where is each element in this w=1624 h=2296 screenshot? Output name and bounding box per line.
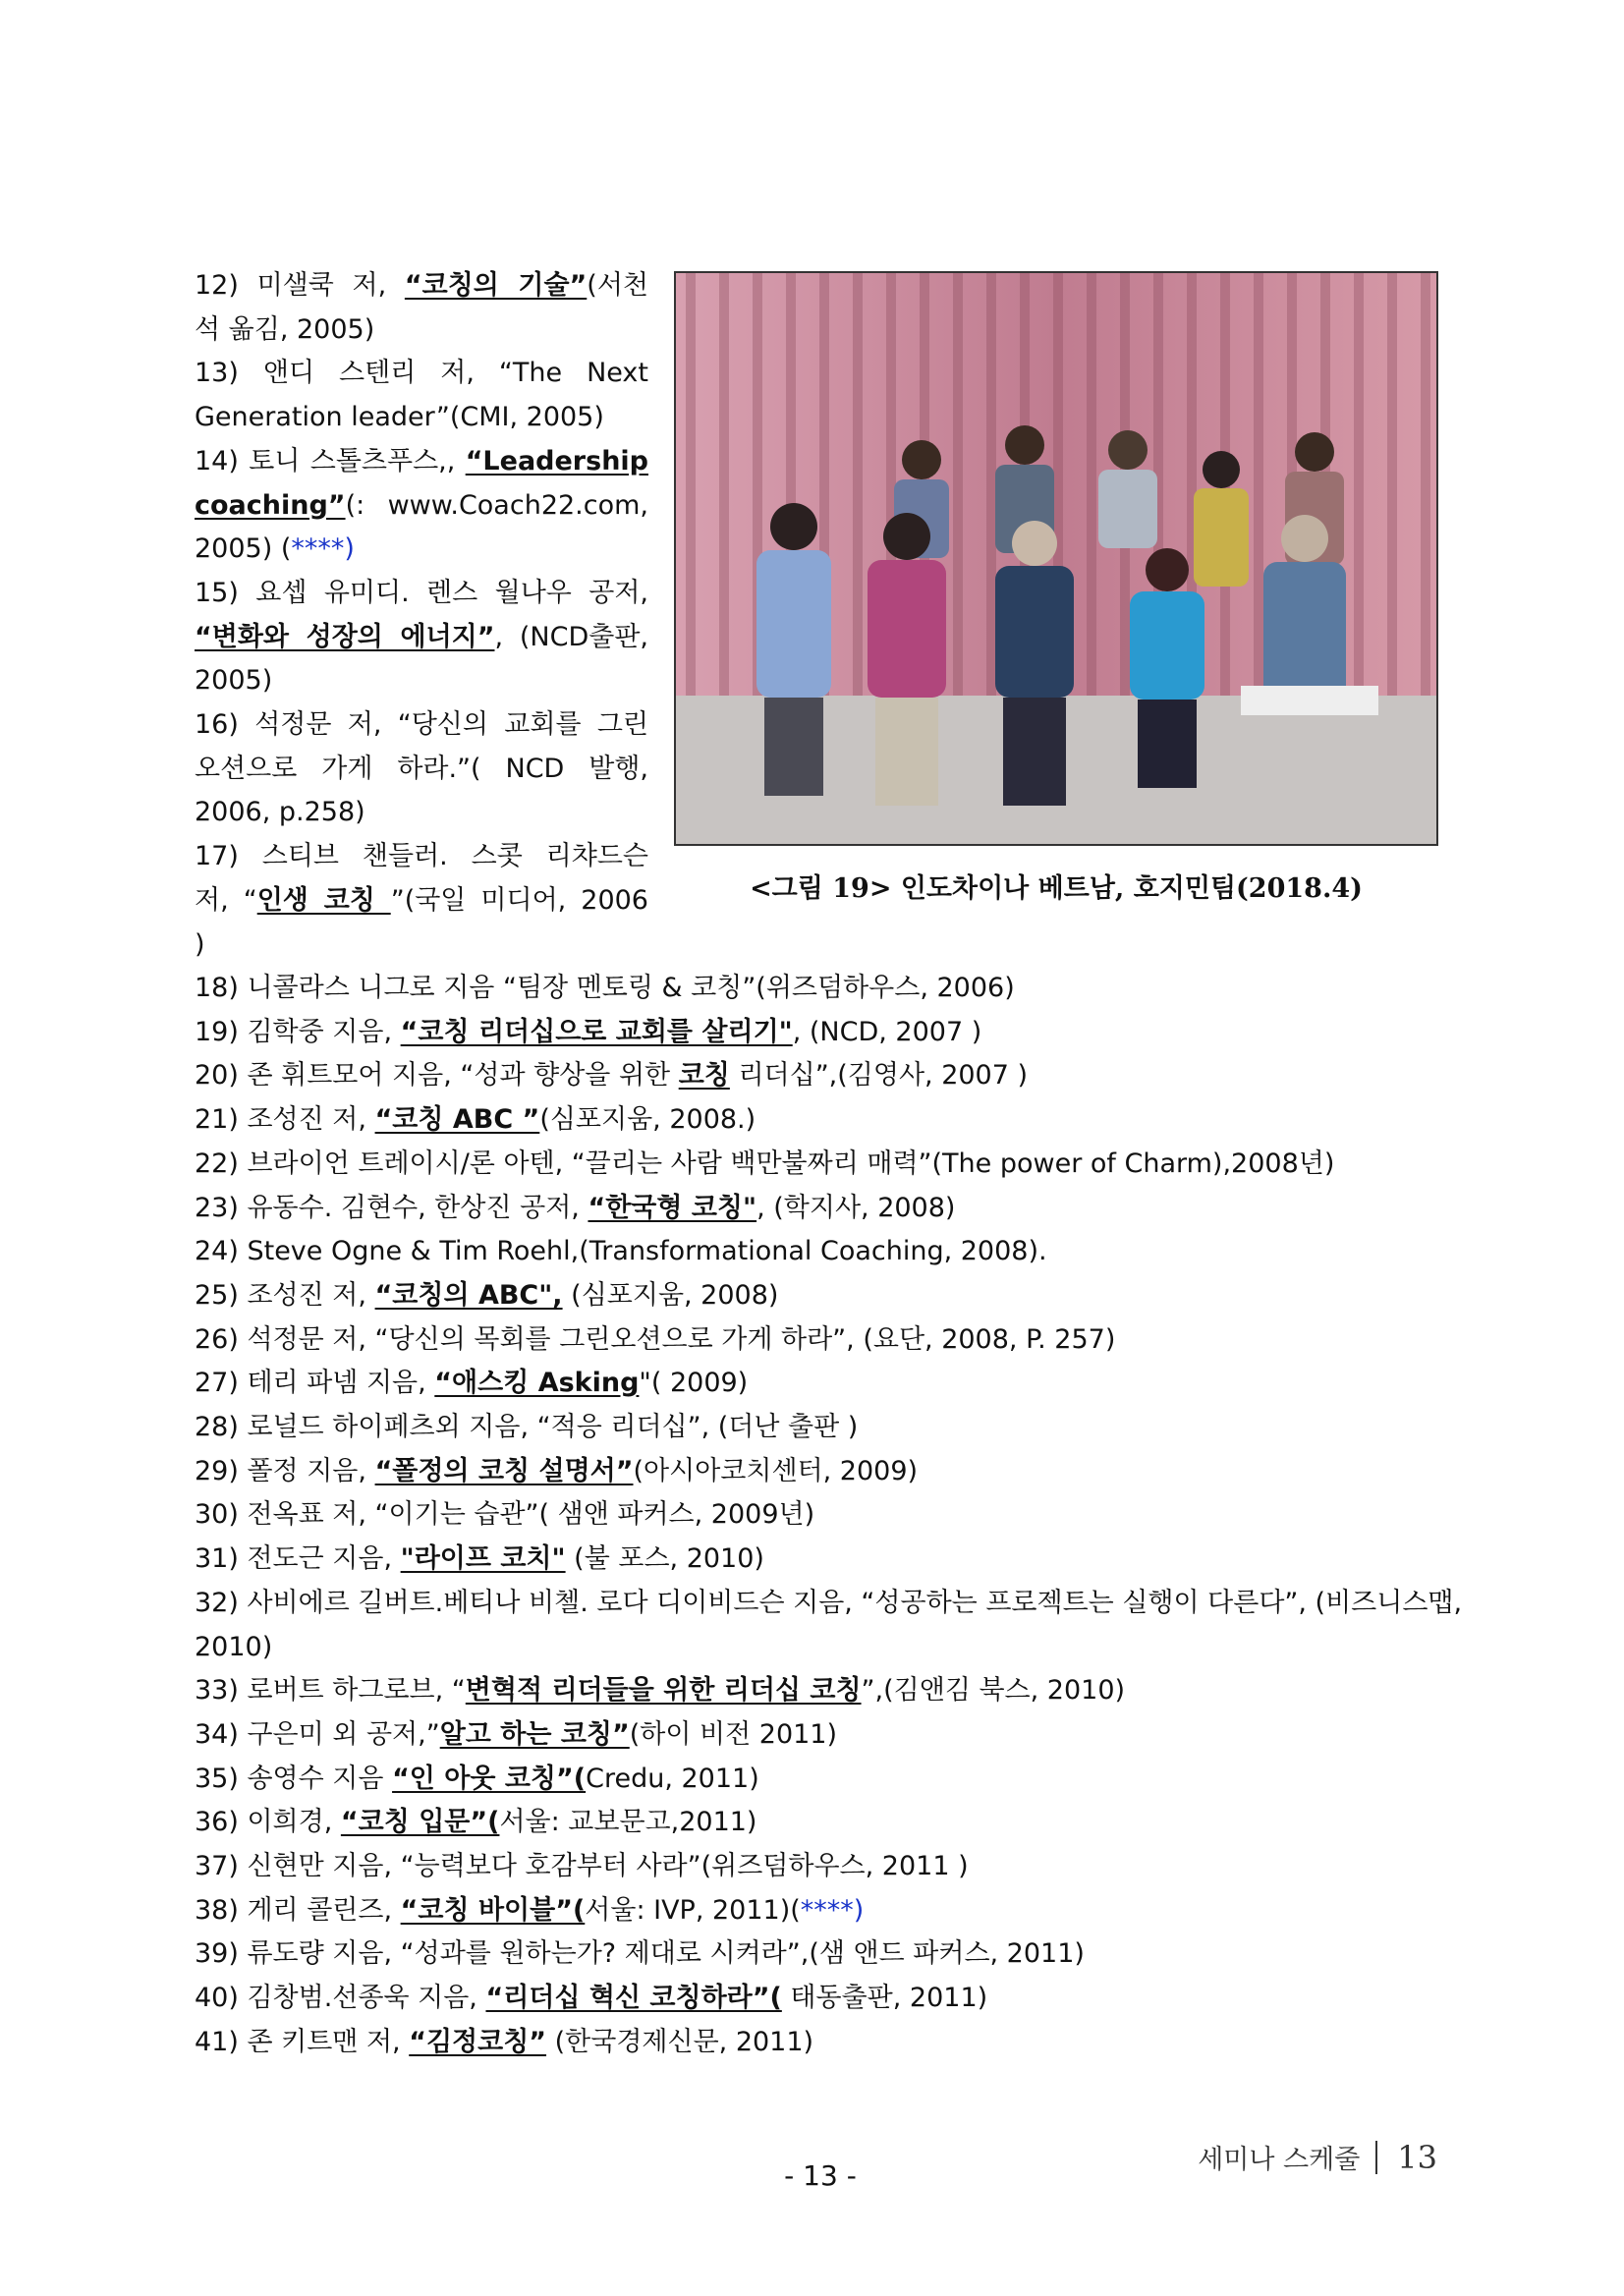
reference-text: 25) 조성진 저,	[195, 1279, 375, 1311]
reference-text: 2010)	[195, 1631, 273, 1662]
reference-text: , (NCD출판,	[494, 621, 648, 652]
reference-text: 32) 사비에르 길버트.베티나 비첼. 로다 디이비드슨 지음, “성공하는 프로젝트는 실행이 다른다”, (비즈니스맵,	[195, 1587, 1463, 1618]
reference-title: “김정코칭”	[409, 2026, 547, 2057]
reference-text: 15) 요셉 유미디. 렌스 월나우 공저,	[195, 577, 648, 608]
reference-line	[195, 842, 648, 871]
reference-text: 22) 브라이언 트레이시/론 아텐, “끌리는 사람 백만불짜리 매력”(The power of Charm),2008년)	[195, 1148, 1335, 1179]
reference-text: 27) 테리 파넴 지음,	[195, 1368, 435, 1399]
reference-text: 13) 앤디 스텐리 저, “The Next	[195, 358, 648, 389]
reference-line	[195, 579, 648, 608]
reference-line	[195, 1984, 1442, 2013]
reference-text: Generation leader”(CMI, 2005)	[195, 402, 604, 433]
reference-title: “인 아웃 코칭”(	[392, 1763, 587, 1794]
reference-title: “코칭 바이블”(	[400, 1894, 586, 1926]
curtain-fold	[853, 273, 863, 696]
reference-text: ”(국일 미디어, 2006	[390, 884, 648, 916]
reference-text: 서울: 교보문고,2011)	[499, 1807, 757, 1838]
reference-text: 리더십”,(김영사, 2007 )	[729, 1060, 1029, 1092]
reference-text: 2006, p.258)	[195, 797, 365, 828]
reference-text: (한국경제신문, 2011)	[546, 2026, 814, 2057]
reference-text: ”,(김앤김 북스, 2010)	[861, 1675, 1126, 1707]
reference-line	[195, 1939, 1442, 1969]
reference-text: (: www.Coach22.com,	[345, 489, 648, 521]
reference-text: 40) 김창범.선종욱 지음,	[195, 1983, 486, 2014]
reference-text: 12) 미샐쿡 저,	[195, 270, 405, 301]
reference-title: "라이프 코치"	[400, 1543, 566, 1575]
curtain-fold	[953, 273, 963, 696]
reference-line	[195, 1457, 1442, 1486]
reference-line	[195, 1105, 1442, 1135]
reference-text: 저, “	[195, 884, 257, 916]
reference-text: 2005) (	[195, 533, 292, 565]
reference-title: 코칭	[678, 1060, 730, 1092]
reference-line	[195, 1413, 1442, 1442]
reference-line	[195, 1720, 1442, 1750]
reference-title: “변화와 성장의 에너지”	[195, 621, 495, 652]
reference-text: 41) 존 키트맨 저,	[195, 2026, 410, 2057]
reference-line	[195, 1369, 1442, 1398]
reference-text: 석 옮김, 2005)	[195, 313, 375, 345]
reference-text: 14) 토니 스톨츠푸스,,	[195, 445, 466, 476]
reference-line	[195, 1237, 1442, 1266]
reference-text: 서울: IVP, 2011)(	[585, 1894, 801, 1926]
reference-text: , (학지사, 2008)	[756, 1192, 956, 1223]
reference-text: ****)	[291, 533, 355, 565]
reference-text: , (NCD, 2007 )	[792, 1016, 982, 1047]
reference-text: 37) 신현만 지음, “능력보다 호감부터 사라”(위즈덤하우스, 2011 )	[195, 1851, 969, 1881]
reference-line	[195, 271, 648, 301]
reference-line	[195, 534, 648, 564]
reference-title: “폴정의 코칭 설명서”	[374, 1455, 634, 1486]
reference-title: coaching”	[195, 489, 346, 521]
reference-line	[195, 491, 648, 521]
reference-text: 16) 석정문 저, “당신의 교회를 그린	[195, 709, 648, 740]
reference-text: 26) 석정문 저, “당신의 목회를 그린오션으로 가게 하라”, (요단, 2008, P. 257)	[195, 1323, 1116, 1355]
reference-line	[195, 798, 648, 827]
reference-line	[195, 886, 648, 916]
curtain-fold	[719, 273, 729, 696]
curtain-fold	[986, 273, 996, 696]
reference-line	[195, 974, 1442, 1003]
reference-title: “코칭 리더십으로 교회를 살리기"	[400, 1016, 793, 1047]
reference-text: (심포지움, 2008.)	[539, 1104, 756, 1136]
reference-line	[195, 755, 648, 784]
reference-text: 오션으로 가게 하라.”( NCD 발행,	[195, 753, 648, 784]
reference-line	[195, 1325, 1442, 1355]
running-header	[1198, 2138, 1437, 2176]
reference-line	[195, 1896, 1442, 1926]
reference-text: 33) 로버트 하그로브, “	[195, 1675, 466, 1707]
reference-text: (서천	[587, 270, 648, 301]
reference-text: 30) 전옥표 저, “이기는 습관”( 샘앤 파커스, 2009년)	[195, 1499, 815, 1531]
reference-line	[195, 1149, 1442, 1179]
reference-text: 24) Steve Ogne & Tim Roehl,(Transformational Coaching, 2008).	[195, 1236, 1047, 1267]
reference-line	[195, 1018, 1442, 1047]
reference-line	[195, 666, 648, 696]
reference-line	[195, 1852, 1442, 1881]
reference-line	[195, 1281, 1442, 1311]
group-photo	[674, 271, 1438, 846]
reference-line	[195, 403, 648, 432]
curtain-fold	[1254, 273, 1263, 696]
reference-line	[195, 2028, 1442, 2057]
reference-text: 17) 스티브 챈들러. 스콧 리챠드슨	[195, 841, 648, 872]
reference-text: 38) 게리 콜린즈,	[195, 1894, 401, 1926]
reference-title: “코칭 입문”(	[340, 1807, 500, 1838]
reference-text: 18) 니콜라스 니그로 지음 “팀장 멘토링 & 코칭”(위즈덤하우스, 2006)	[195, 973, 1015, 1003]
reference-title: “코칭의 ABC",	[374, 1279, 563, 1311]
reference-text: 31) 전도근 지음,	[195, 1543, 401, 1575]
reference-title: “코칭의 기술”	[404, 270, 588, 301]
curtain-fold	[1387, 273, 1397, 696]
reference-text: 태동출판, 2011)	[781, 1983, 988, 2014]
reference-text: (하이 비전 2011)	[629, 1718, 838, 1750]
reference-text: ****)	[800, 1894, 865, 1926]
reference-title: “애스킹 Asking	[434, 1368, 640, 1399]
reference-line	[195, 1544, 1442, 1574]
header-separator	[1375, 2141, 1377, 2174]
reference-text: 23) 유동수. 김현수, 한상진 공저,	[195, 1192, 588, 1223]
curtain-fold	[1087, 273, 1096, 696]
reference-text: Credu, 2011)	[586, 1763, 759, 1794]
reference-text: 19) 김학중 지음,	[195, 1016, 401, 1047]
reference-text: 29) 폴정 지음,	[195, 1455, 375, 1486]
running-header-title: 세미나 스케줄	[1198, 2145, 1361, 2175]
reference-text: 20) 존 휘트모어 지음, “성과 향상을 위한	[195, 1060, 679, 1092]
reference-line	[195, 1587, 1463, 1618]
reference-text: 39) 류도량 지음, “성과를 원하는가? 제대로 시켜라”,(샘 앤드 파커스, 2011)	[195, 1938, 1085, 1970]
reference-line	[195, 710, 648, 740]
reference-line	[195, 1808, 1442, 1837]
curtain-fold	[1421, 273, 1430, 696]
reference-title: “한국형 코칭"	[588, 1192, 757, 1223]
reference-text: 34) 구은미 외 공저,”	[195, 1718, 440, 1750]
reference-line	[195, 1764, 1442, 1794]
reference-line	[195, 447, 648, 476]
reference-line	[195, 930, 648, 960]
reference-line	[195, 1676, 1442, 1706]
reference-text: 21) 조성진 저,	[195, 1104, 375, 1136]
reference-title: 인생 코칭	[256, 884, 391, 916]
reference-line	[195, 623, 648, 652]
curtain-fold	[686, 273, 696, 696]
reference-title: “코칭 ABC ”	[374, 1104, 540, 1136]
reference-text: (심포지움, 2008)	[562, 1279, 779, 1311]
reference-line	[195, 1500, 1442, 1530]
figure-caption: <그림 19> 인도차이나 베트남, 호지민팀(2018.4)	[750, 873, 1363, 904]
reference-line	[195, 1633, 1442, 1662]
reference-line	[195, 1194, 1442, 1223]
reference-title: 알고 하는 코칭”	[439, 1718, 630, 1750]
reference-text: "( 2009)	[639, 1368, 749, 1399]
reference-title: “Leadership	[465, 445, 648, 476]
reference-text: 2005)	[195, 665, 273, 697]
reference-text: (아시아코치센터, 2009)	[633, 1455, 919, 1486]
reference-text: )	[195, 928, 205, 960]
page-number: - 13 -	[784, 2159, 857, 2192]
reference-text: 36) 이희경,	[195, 1807, 341, 1838]
reference-text: (불 포스, 2010)	[565, 1543, 764, 1575]
curtain-fold	[1354, 273, 1364, 696]
reference-title: 변혁적 리더들을 위한 리더십 코칭	[465, 1675, 862, 1707]
reference-line	[195, 315, 648, 345]
reference-text: 28) 로널드 하이페츠외 지음, “적응 리더십”, (더난 출판 )	[195, 1412, 859, 1442]
reference-text: 35) 송영수 지음	[195, 1763, 393, 1794]
reference-line	[195, 1061, 1442, 1091]
reference-line	[195, 359, 648, 388]
running-header-number: 13	[1397, 2138, 1437, 2176]
reference-title: “리더십 혁신 코칭하라”(	[485, 1983, 782, 2014]
